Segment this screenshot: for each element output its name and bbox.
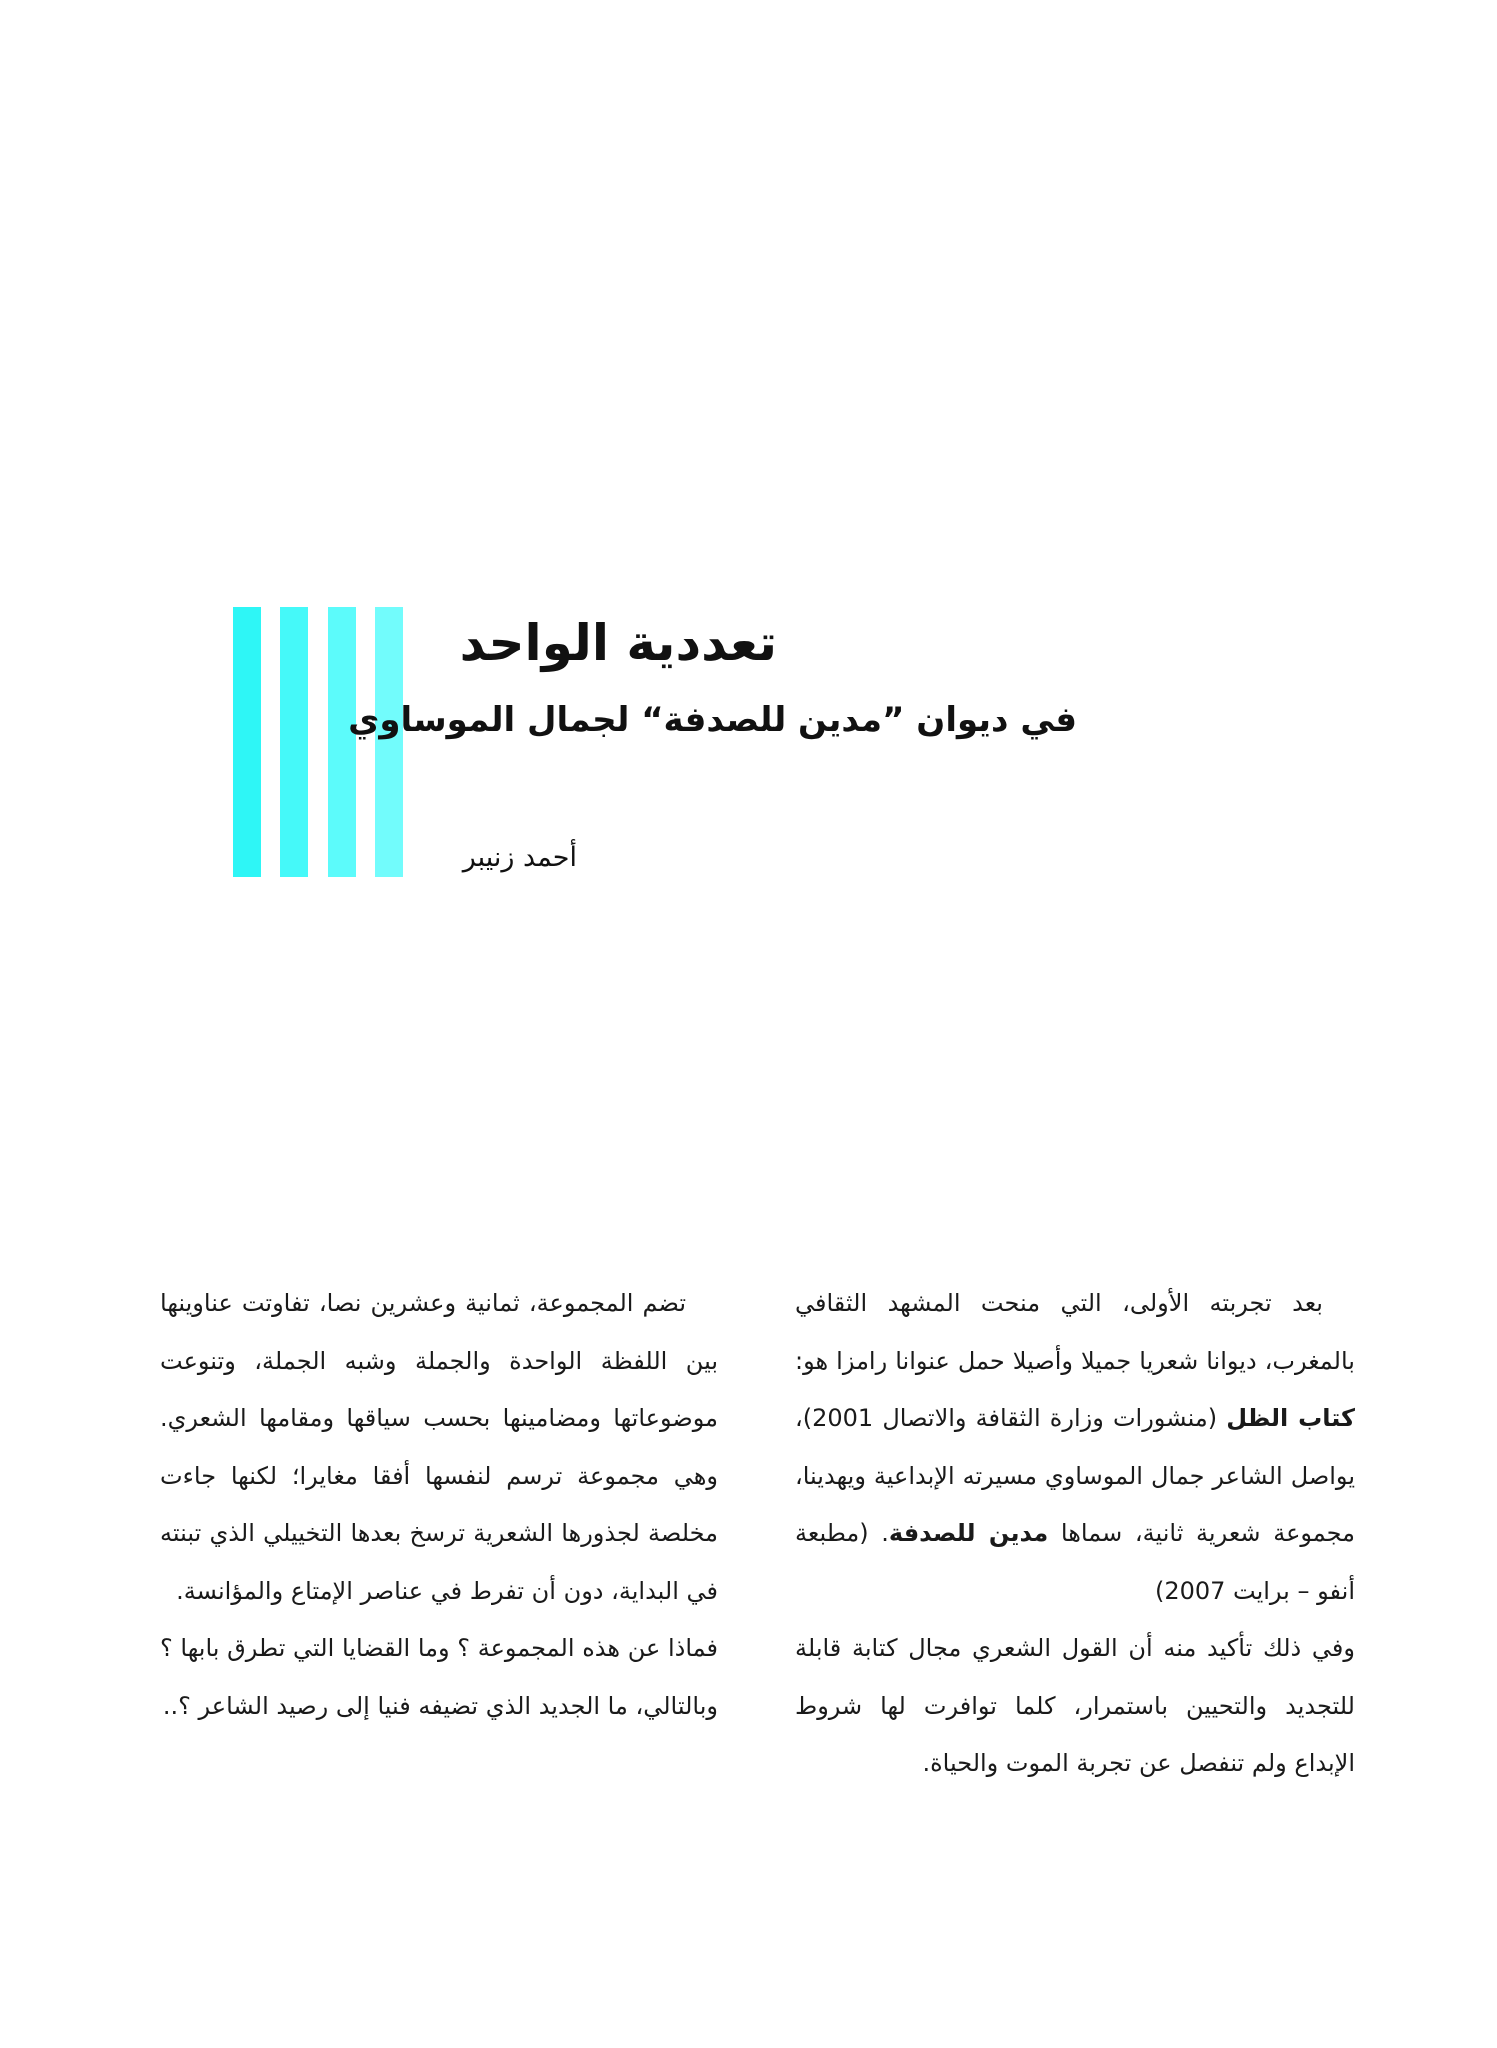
book-title: كتاب الظل — [1226, 1404, 1356, 1432]
article-subtitle: في ديوان ”مدين للصدفة“ لجمال الموساوي — [348, 700, 1077, 740]
article-author: أحمد زنيبر — [462, 842, 577, 873]
book-title: مدين للصدفة — [888, 1519, 1049, 1547]
article-heading — [77, 608, 777, 678]
text-column-left — [160, 1275, 718, 1735]
paragraph: تضم المجموعة، ثمانية وعشرين نصا، تفاوتت عناوينها بين اللفظة الواحدة والجملة وشبه الجملة، وتنوعت موضوعاتها ومضامينها بحسب سياقها ومقامها الشعري. وهي مجموعة ترسم لنفسها أفقا مغايرا؛ لكنها جاءت مخلصة لجذورها الشعرية ترسخ بعدها التخييلي الذي تبنته في البداية، دون أن تفرط في عناصر الإمتاع والمؤانسة. — [160, 1289, 718, 1605]
paragraph — [795, 1275, 1355, 1620]
paragraph: وفي ذلك تأكيد منه أن القول الشعري مجال كتابة قابلة للتجديد والتحيين باستمرار، كلما توافرت لها شروط الإبداع ولم تنفصل عن تجربة الموت والحياة. — [795, 1634, 1355, 1777]
text-column-right — [795, 1275, 1355, 1793]
text-run: (منشورات وزارة الثقافة والاتصال 2001)، يواصل الشاعر جمال الموساوي مسيرته الإبداعية ويهدينا، مجموعة شعرية ثانية، سماها — [795, 1404, 1356, 1547]
paragraph: فماذا عن هذه المجموعة ؟ وما القضايا التي تطرق بابها ؟ وبالتالي، ما الجديد الذي تضيفه فنيا إلى رصيد الشاعر ؟.. — [160, 1634, 718, 1720]
text-run: . (مطبعة أنفو – برايت 2007) — [795, 1519, 1355, 1605]
text-run: بعد تجربته الأولى، التي منحت المشهد الثقافي بالمغرب، ديوانا شعريا جميلا وأصيلا حمل عنوانا رامزا هو: — [795, 1289, 1355, 1375]
article-title: تعددية الواحد — [459, 614, 777, 672]
